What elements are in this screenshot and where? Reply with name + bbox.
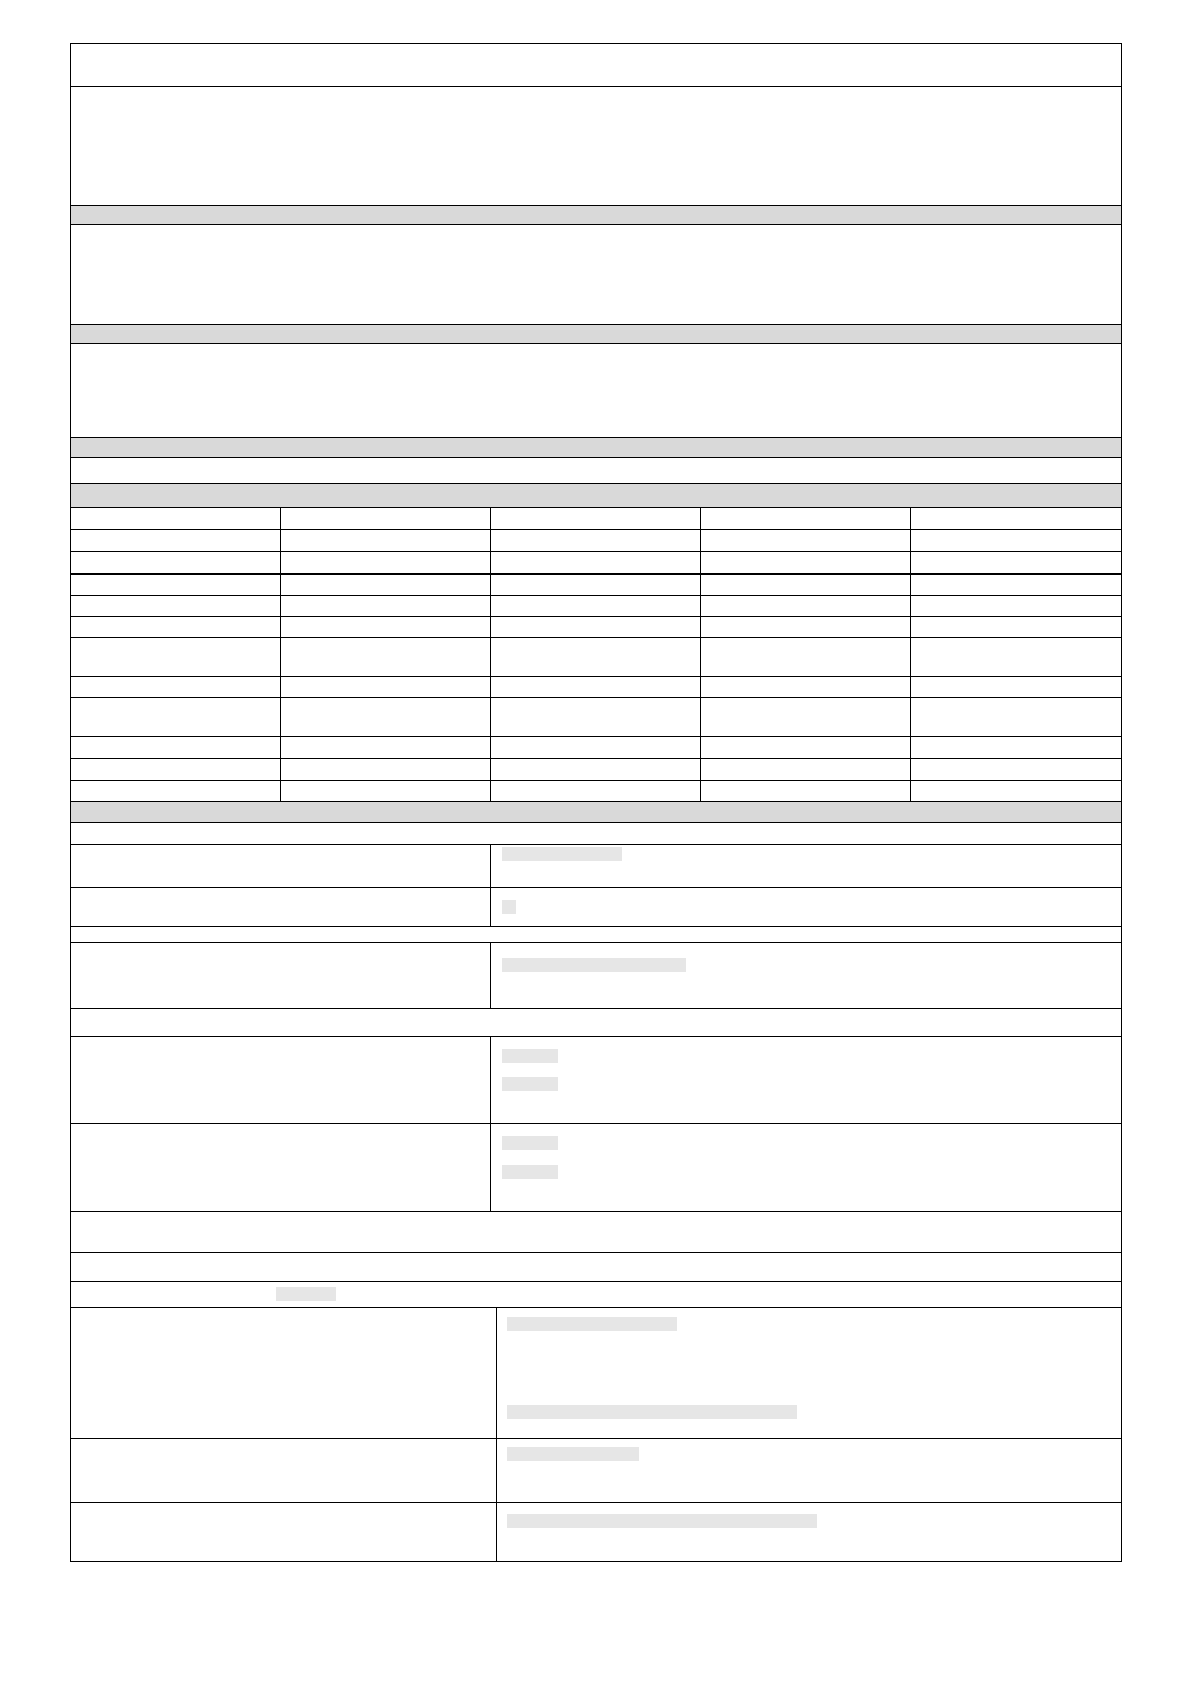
divider: [70, 1211, 1122, 1212]
section-band-3: [71, 437, 1121, 457]
divider: [70, 324, 1122, 325]
table-column-line: [910, 507, 911, 801]
table-row-line: [70, 529, 1122, 530]
column-divider: [496, 1307, 497, 1562]
table-row-line: [70, 697, 1122, 698]
divider: [70, 942, 1122, 943]
placeholder-mark: ▮ ▮▮▮▮▮▮▮▮ ▮ ▮▮▮ ▮ ▮▮▮▮▮▮▮▮ ▮ ▮▮▮ ▮: [507, 1405, 797, 1419]
section-band-1: [71, 205, 1121, 224]
divider: [70, 205, 1122, 206]
column-divider: [490, 942, 491, 1008]
section-band-5: [71, 802, 1121, 822]
placeholder-mark: ▮ ▮▮▮ ▮: [502, 1165, 558, 1179]
table-row-line: [70, 780, 1122, 781]
table-row-line: [70, 616, 1122, 617]
table-row-line: [70, 758, 1122, 759]
placeholder-mark: ▮ ▮▮▮▮▮▮▮▮▮▮ ▮: [507, 1447, 639, 1461]
table-row-line: [70, 551, 1122, 552]
table-row-line: [70, 595, 1122, 596]
placeholder-mark: ▮ ▮▮▮ ▮: [502, 1049, 558, 1063]
placeholder-mark: ▮ ▮▮▮ ▮: [502, 1136, 558, 1150]
table-row-line: [70, 573, 1122, 575]
divider: [70, 1008, 1122, 1009]
section-band-4: [71, 484, 1121, 507]
divider: [70, 1123, 1122, 1124]
divider: [70, 343, 1122, 344]
section-band-2: [71, 324, 1121, 343]
divider: [70, 1036, 1122, 1037]
divider: [70, 1438, 1122, 1439]
placeholder-mark: ▮ ▮▮▮▮▮▮▮▮▮ ▮▮▮▮▮▮▮ ▮▮▮▮▮▮▮ ▮▮▮▮▮▮▮: [507, 1514, 817, 1528]
column-divider: [490, 844, 491, 926]
divider: [70, 1502, 1122, 1503]
table-row-line: [70, 637, 1122, 638]
table-column-line: [280, 507, 281, 801]
divider: [70, 1281, 1122, 1282]
table-row-line: [70, 676, 1122, 677]
table-column-line: [490, 507, 491, 801]
divider: [70, 926, 1122, 927]
divider: [70, 844, 1122, 845]
divider: [70, 507, 1122, 508]
table-row-line: [70, 736, 1122, 737]
divider: [70, 822, 1122, 823]
placeholder-mark: ▮ ▮▮▮ ▮: [502, 1077, 558, 1091]
divider: [70, 887, 1122, 888]
placeholder-mark: ▮ ▮▮▮▮▮▮▮▮ ▮: [502, 847, 622, 861]
table-column-line: [700, 507, 701, 801]
divider: [70, 224, 1122, 225]
divider: [70, 86, 1122, 87]
placeholder-mark: ▮ ▮▮▮▮▮▮▮▮▮▮ ▮ ▮▮▮ ▮: [507, 1317, 677, 1331]
placeholder-mark: ▮: [502, 900, 516, 914]
placeholder-mark: ▮ ▮ ▮ ▮: [276, 1287, 336, 1301]
divider: [70, 1307, 1122, 1308]
divider: [70, 1252, 1122, 1253]
placeholder-mark: ▮ ▮▮▮▮▮▮ ▮ ▮▮▮▮▮▮ ▮: [502, 958, 686, 972]
divider: [70, 437, 1122, 438]
divider: [70, 457, 1122, 458]
